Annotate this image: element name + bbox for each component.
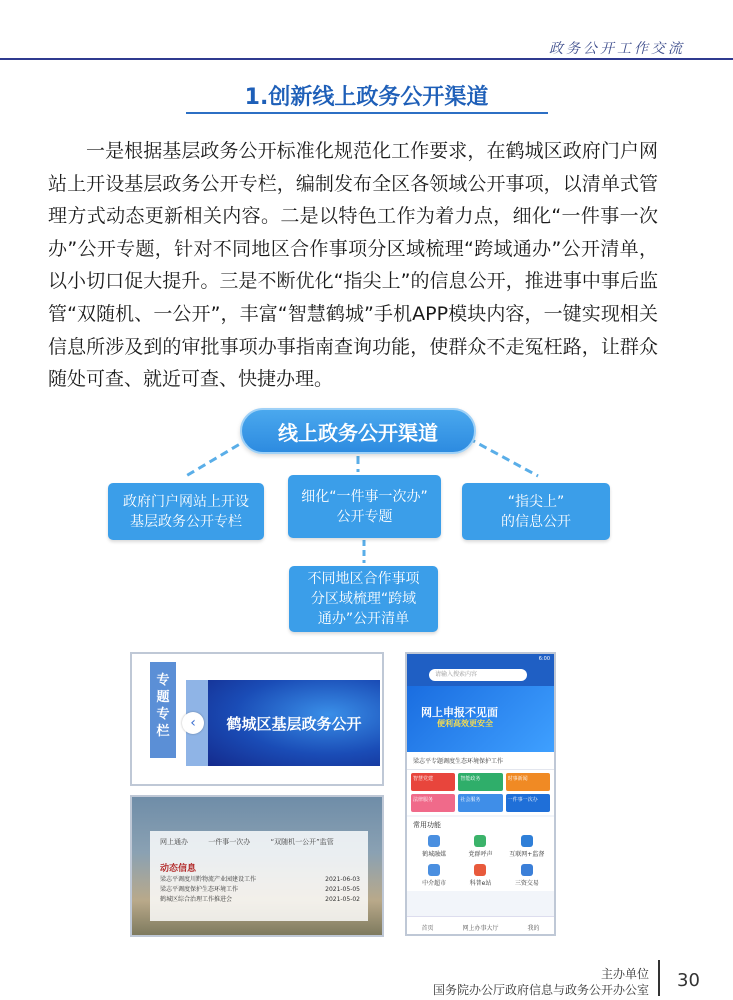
- header-rule: [0, 58, 733, 60]
- app-tile-grid: [407, 770, 554, 815]
- banner-text: 鹤城区基层政务公开: [226, 714, 362, 733]
- mobile-app-screenshot: [405, 652, 556, 936]
- function-grid: [407, 833, 554, 891]
- tab-home[interactable]: 首页: [421, 925, 434, 932]
- phone-status-bar: 6:00: [407, 654, 554, 664]
- function-label: 党群呼声: [468, 851, 493, 858]
- news-date: 2021-06-03: [325, 876, 360, 883]
- portal-panel: [150, 831, 368, 921]
- diagram-node-cross-region: [289, 566, 438, 632]
- portal-homepage-screenshot: [130, 795, 384, 937]
- function-icon: [428, 864, 440, 876]
- app-tile[interactable]: 时事新闻: [506, 773, 550, 791]
- portal-tab[interactable]: 一件事一次办: [208, 838, 251, 846]
- app-tile[interactable]: 法律服务: [411, 794, 455, 812]
- portal-tabs: [160, 837, 352, 847]
- node-label: 不同地区合作事项 分区域梳理“跨域 通办”公开清单: [307, 571, 420, 627]
- diagram-node-topic: [288, 475, 441, 538]
- app-search-input[interactable]: 请输入搜索内容: [429, 669, 527, 681]
- hero-line2: 便利高效更安全: [437, 719, 493, 728]
- organizer-name: 国务院办公厅政府信息与政务公开办公室: [432, 983, 649, 997]
- channels-diagram: [0, 400, 733, 640]
- connector-right: [468, 438, 538, 476]
- news-list: [160, 875, 360, 905]
- footer-organizer: [433, 966, 649, 998]
- section-title: 1.创新线上政务公开渠道: [244, 85, 489, 110]
- function-icon: [474, 835, 486, 847]
- news-item[interactable]: [160, 895, 360, 905]
- function-label: 三资交易: [514, 880, 539, 887]
- node-label: “指尖上” 的信息公开: [501, 493, 571, 530]
- diagram-root: 线上政务公开渠道: [240, 408, 476, 454]
- function-item[interactable]: [504, 835, 550, 858]
- news-text: 鹤城区综合治理工作推进会: [160, 896, 233, 903]
- app-tile[interactable]: 智能政务: [458, 773, 502, 791]
- function-label: 鹤城融媒: [422, 851, 447, 858]
- hero-line1: 网上申报不见面: [421, 706, 498, 719]
- app-hero-banner: [407, 686, 554, 752]
- function-label: 互联网+监督: [509, 851, 545, 858]
- node-label: 政府门户网站上开设 基层政务公开专栏: [123, 493, 249, 530]
- page-number: 30: [677, 970, 700, 991]
- title-underline: [186, 112, 548, 114]
- tab-online-hall[interactable]: 网上办事大厅: [462, 925, 499, 932]
- news-text: 梁志平调度保护生态环境工作: [160, 886, 239, 893]
- app-tile[interactable]: 一件事一次办: [506, 794, 550, 812]
- app-search-bar: [407, 664, 554, 686]
- function-icon: [521, 835, 533, 847]
- function-label: 中介超市: [422, 880, 447, 887]
- function-item[interactable]: [411, 864, 457, 887]
- running-header: 政务公开工作交流: [549, 41, 685, 57]
- carousel-prev-icon[interactable]: ‹: [182, 712, 204, 734]
- body-paragraph: 一是根据基层政务公开标准化规范化工作要求，在鹤城区政府门户网站上开设基层政务公开专栏，编制发布全区各领域公开事项，以清单式管理方式动态更新相关内容。二是以特色工作为着力点，细化“一件事一次办”公开专题，针对不同地区合作事项分区域梳理“跨域通办”公开清单，以小切口促大提升。三是不断优化“指尖上”的信息公开，推进事中事后监管“双随机、一公开”，丰富“智慧鹤城”手机APP模块内容，一键实现相关信息所涉及到的审批事项办事指南查询功能，使群众不走冤枉路，让群众随处可查、就近可查、快捷办理。: [48, 140, 658, 391]
- news-date: 2021-05-05: [325, 886, 360, 893]
- function-icon: [428, 835, 440, 847]
- app-tile[interactable]: 智慧党建: [411, 773, 455, 791]
- function-item[interactable]: [457, 835, 503, 858]
- footer-divider: [658, 960, 660, 996]
- news-date: 2021-05-02: [325, 896, 360, 903]
- portal-column-screenshot: [130, 652, 384, 786]
- function-item[interactable]: [504, 864, 550, 887]
- tab-mine[interactable]: 我的: [527, 925, 540, 932]
- topic-column-label: 专 题 专 栏: [150, 662, 176, 758]
- function-item[interactable]: [411, 835, 457, 858]
- diagram-node-fingertip: [462, 483, 610, 540]
- diagram-node-portal: [108, 483, 264, 540]
- banner: [208, 680, 380, 766]
- node-label: 细化“一件事一次办” 公开专题: [301, 488, 428, 525]
- function-icon: [474, 864, 486, 876]
- news-item[interactable]: [160, 875, 360, 885]
- news-text: 梁志平调度川黔物流产业园建设工作: [160, 876, 257, 883]
- organizer-label: 主办单位: [600, 967, 649, 981]
- app-tile[interactable]: 社会服务: [458, 794, 502, 812]
- function-item[interactable]: [457, 864, 503, 887]
- common-functions-label: 常用功能: [407, 817, 554, 833]
- function-icon: [521, 864, 533, 876]
- news-item[interactable]: [160, 885, 360, 895]
- portal-tab[interactable]: “双随机一公开”监管: [270, 838, 334, 846]
- news-title: 动态信息: [160, 864, 197, 874]
- function-label: 科普e站: [469, 880, 492, 887]
- app-tab-bar: [407, 916, 554, 934]
- portal-tab[interactable]: 网上通办: [160, 838, 188, 846]
- connector-left: [186, 438, 250, 476]
- app-notice[interactable]: 梁志平专题调度生态环境保护工作: [407, 752, 554, 770]
